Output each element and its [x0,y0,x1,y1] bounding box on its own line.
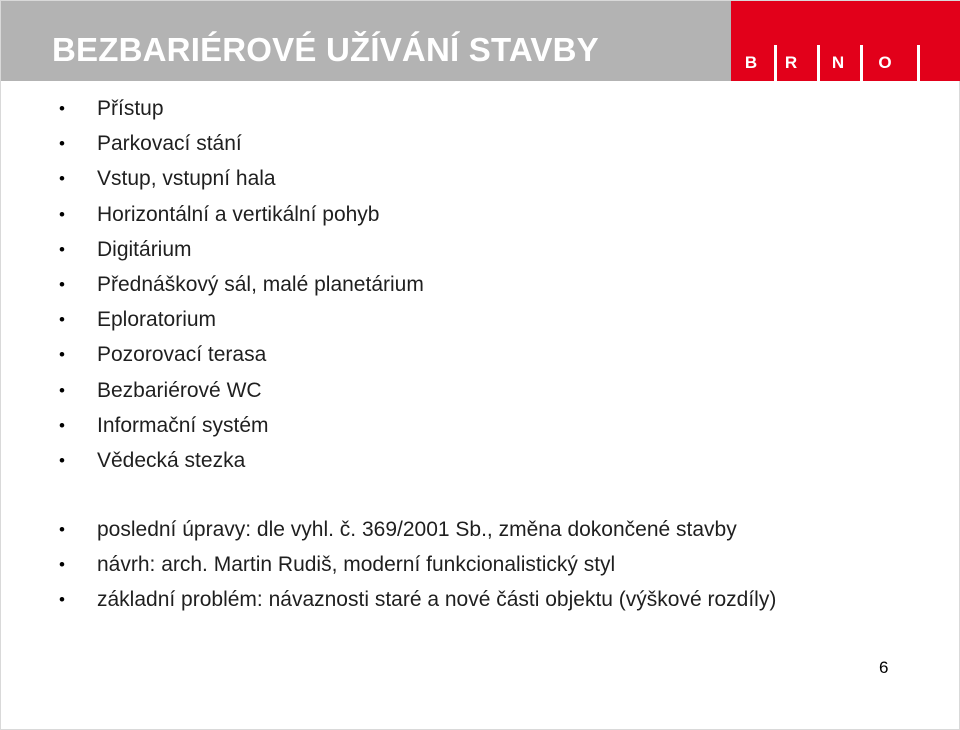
list-item [59,414,424,449]
list-item [59,203,424,238]
list-item-text: Vstup, vstupní hala [97,167,276,191]
title-bar [1,1,731,81]
logo-separator [817,45,820,81]
list-item-text: Horizontální a vertikální pohyb [97,202,380,226]
logo-separator [860,45,863,81]
notes-list [59,518,776,624]
bullet-icon: • [59,520,65,539]
list-item-text: poslední úpravy: dle vyhl. č. 369/2001 Sb., změna dokončené stavby [97,518,737,541]
facility-list [59,97,424,484]
list-item [59,379,424,414]
list-item [59,97,424,132]
list-item-text: Přístup [97,97,164,120]
list-item [59,518,776,553]
bullet-icon: • [59,310,65,330]
bullet-icon: • [59,99,65,118]
list-item [59,238,424,273]
bullet-icon: • [59,590,65,610]
logo-letter-b: B [744,53,758,72]
list-item-text: návrh: arch. Martin Rudiš, moderní funkcionalistický styl [97,553,616,577]
list-item-text: Digitárium [97,237,192,261]
list-item [59,588,776,623]
list-item-text: Přednáškový sál, malé planetárium [97,272,424,296]
logo-letter-o: O [878,53,892,72]
list-item [59,132,424,167]
bullet-icon: • [59,345,65,365]
bullet-icon: • [59,555,65,575]
list-item [59,343,424,378]
bullet-icon: • [59,380,65,400]
list-item [59,167,424,202]
list-item-text: základní problém: návaznosti staré a nové části objektu (výškové rozdíly) [97,588,777,612]
logo-letter-n: N [831,53,845,72]
list-item [59,449,424,484]
bullet-icon: • [59,274,65,294]
brno-logo [731,1,960,81]
bullet-icon: • [59,204,65,224]
list-item [59,308,424,343]
logo-separator [774,45,777,81]
list-item-text: Parkovací stání [97,132,242,156]
bullet-icon: • [59,169,65,189]
list-item-text: Informační systém [97,413,269,437]
logo-letter-r: R [784,53,798,72]
list-item-text: Eploratorium [97,308,217,332]
list-item-text: Bezbariérové WC [97,378,262,402]
bullet-icon: • [59,134,65,154]
list-item-text: Pozorovací terasa [97,343,267,367]
list-item-text: Vědecká stezka [97,448,246,472]
list-item [59,553,776,588]
bullet-icon: • [59,415,65,435]
list-item [59,273,424,308]
bullet-icon: • [59,239,65,259]
logo-separator [917,45,920,81]
page-number: 6 [879,658,889,677]
slide-title: BEZBARIÉROVÉ UŽÍVÁNÍ STAVBY [52,31,599,68]
bullet-icon: • [59,450,65,470]
